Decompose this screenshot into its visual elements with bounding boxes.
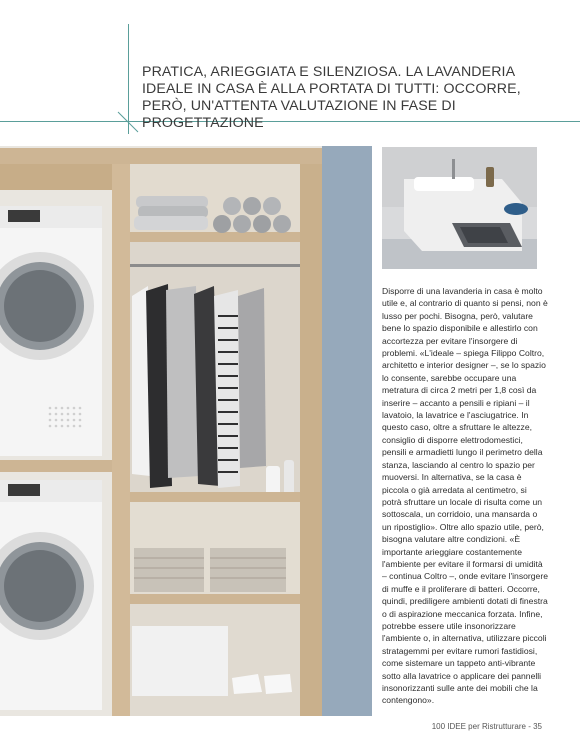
crop-mark-icon: [116, 110, 140, 134]
laundry-closet-photo: [0, 146, 372, 716]
page-folio: 100 IDEE per Ristrutturare - 35: [431, 722, 542, 731]
article-body: Disporre di una lavanderia in casa è molto utile e, al contrario di quanto si pensi, non è lusso per pochi. Bisogna, però, valutare bene lo spazio disponibile e allestirlo con accortezza per evitare l'insorgere di problemi. «L'ideale – spiega Filippo Coltro, architetto e interior designer –, se lo spazio lo consente, sarebbe occupare una metratura di circa 2 metri per 1,8 così da inserire – accanto a pensili e ripiani – il lavatoio, la lavatrice e l'asciugatrice. In questo caso, oltre a sfruttare le altezze, consiglio di disporre elettrodomestici, pensili e armadietti lungo il perimetro della stanza, lasciando al centro lo spazio per muoversi. In alternativa, se la casa è piccola o già arredata al centimetro, si potrà sfruttare un locale di risulta come un sottoscala, un corridoio, una mansarda o un ripostiglio». Oltre allo spazio utile, però, bisogna valutare altre condizioni. «È importante arieggiare costantemente l'ambiente per evitare il formarsi di umidità – continua Coltro –, onde evitare l'insorgere di muffe e il proliferare di batteri. Occorre, quindi, prediligere ambienti dotati di finestra o di aspirazione meccanica forzata. Infine, potrebbe essere utile insonorizzare l'ambiente o, in alternativa, utilizzare piccoli stratagemmi per evitare rumori fastidiosi, come sistemare un tappeto anti-vibrante sotto alla lavatrice o applicare dei pannelli insonorizzanti sulle ante dei mobili che la contengono».: [382, 286, 548, 706]
washbasin-cabinet-photo: [382, 147, 537, 269]
page-headline: PRATICA, ARIEGGIATA E SILENZIOSA. LA LAVANDERIA IDEALE IN CASA È ALLA PORTATA DI TUTTI: OCCORRE, PERÒ, UN'ATTENTA VALUTAZIONE IN FASE DI PROGETTAZIONE: [142, 64, 521, 131]
